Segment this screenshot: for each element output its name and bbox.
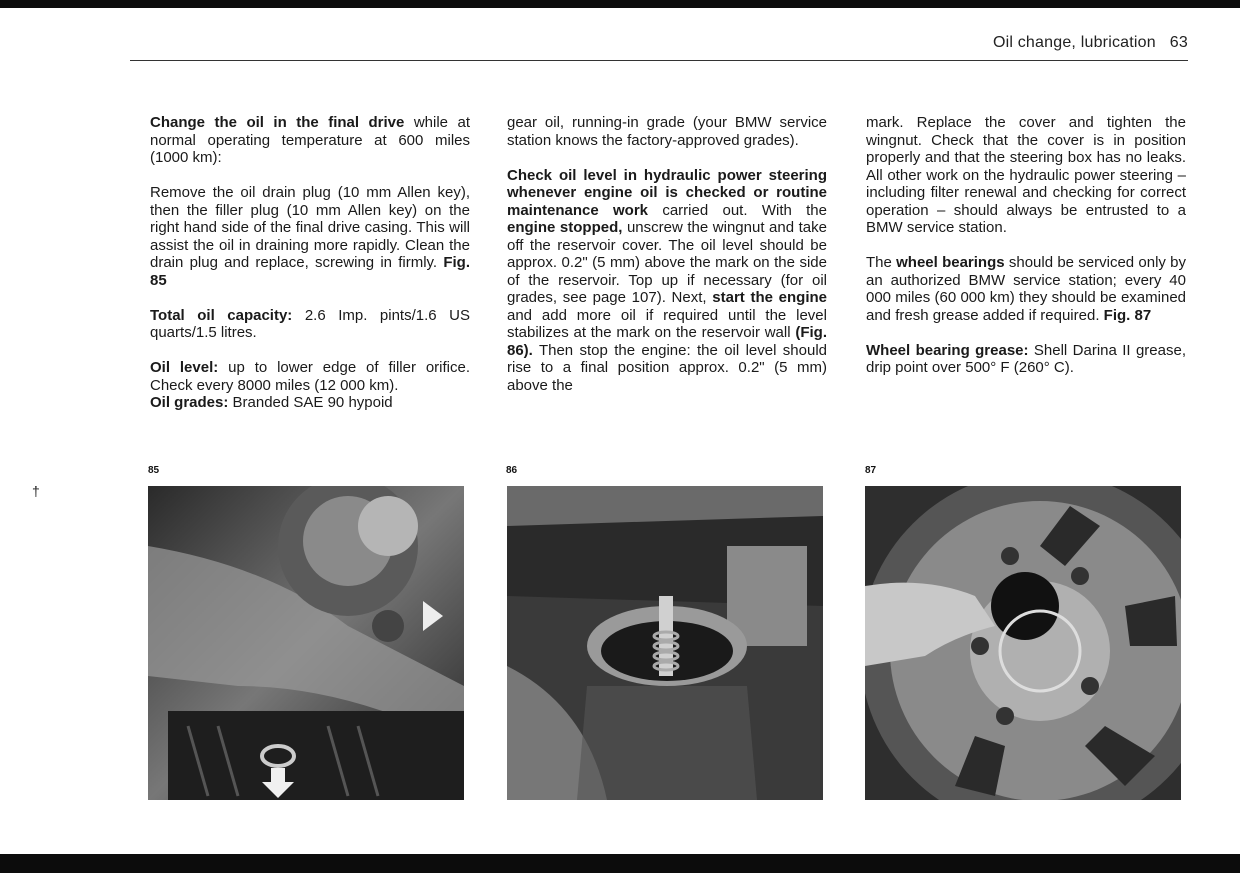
bold-text: Oil grades: [150, 394, 229, 411]
figure-reference: Fig. 85 [150, 254, 470, 289]
body-text: Remove the oil drain plug (10 mm Allen key), then the filler plug (10 mm Allen key) on the right hand side of the final drive casing. This will assist the oil in draining more rapidly. Clean the drain plug and replace, screwing in firmly. [150, 184, 470, 271]
bold-text: Total oil capacity: [150, 306, 293, 324]
body-text: Shell Darina II grease, drip point over 500° F (260° C). [866, 341, 1186, 376]
figure-reference: Fig. 87 [1103, 306, 1152, 324]
figure-label-85: 85 [148, 465, 160, 476]
page-number: 63 [1169, 34, 1188, 51]
bold-text: Change the oil in the final drive [150, 114, 405, 131]
photo-power-steering-reservoir [507, 486, 823, 800]
bold-text: engine stopped, [507, 219, 623, 236]
paragraph-oil-level [150, 359, 470, 412]
margin-mark: † [32, 483, 40, 499]
figure-label-87: 87 [865, 465, 877, 476]
photo-wheel-bearing [865, 486, 1181, 800]
manual-page [0, 8, 1240, 854]
bold-text: Oil level: [150, 359, 219, 376]
paragraph-grease [866, 342, 1186, 377]
text-column-2 [507, 114, 827, 412]
paragraph-oil-capacity [150, 307, 470, 342]
body-text: The [866, 254, 897, 271]
bold-text: Wheel bearing grease: [866, 341, 1029, 359]
body-text: 2.6 Imp. pints/1.6 US quarts/1.5 litres. [150, 306, 470, 341]
paragraph-cover [866, 114, 1186, 237]
paragraph-wheel-bearings [866, 254, 1186, 324]
body-text: should be serviced only by an authorized BMW service station; every 40 000 miles (60 000 km) they should be examined and fresh grease added if required. [866, 254, 1187, 324]
body-text: unscrew the wingnut and take off the reservoir cover. The oil level should be approx. 0.2" (5 mm) above the mark on the side of the reservoir. Top up if necessary (for oil grades, see page 107). Next, [507, 219, 827, 306]
bold-text: wheel bearings [896, 254, 1005, 271]
paragraph-drain-plug [150, 184, 470, 289]
body-text: Then stop the engine: the oil level should rise to a final position approx. 0.2" (5 mm) above the [507, 341, 827, 394]
paragraph-power-steering [507, 167, 827, 395]
section-title: Oil change, lubrication [992, 34, 1156, 51]
photo-final-drive [148, 486, 464, 800]
bold-text: Check oil level in hydraulic power steering whenever engine oil is checked or routine maintenance work [507, 166, 827, 219]
paragraph-gear-oil [507, 114, 827, 149]
figure-reference: (Fig. 86). [507, 324, 827, 359]
text-column-1 [150, 114, 470, 429]
body-text: Branded SAE 90 hypoid [228, 394, 393, 411]
body-text: carried out. With the [648, 201, 827, 219]
body-text: up to lower edge of filler orifice. Check every 8000 miles (12 000 km). [150, 359, 470, 394]
text-column-3 [866, 114, 1186, 394]
page-header [130, 32, 1188, 61]
body-text: and add more oil if required until the level stabilizes at the mark on the reservoir wall [507, 306, 827, 341]
body-text: gear oil, running-in grade (your BMW service station knows the factory-approved grades). [507, 114, 827, 149]
paragraph-final-drive [150, 114, 470, 167]
bold-text: start the engine [712, 289, 828, 306]
body-text: mark. Replace the cover and tighten the wingnut. Check that the cover is in position properly and that the steering box has no leaks. All other work on the hydraulic power steering – including filter renewal and checking for correct operation – should always be entrusted to a BMW service station. [866, 114, 1186, 236]
body-text: while at normal operating temperature at 600 miles (1000 km): [150, 114, 470, 166]
header-title [993, 34, 1188, 52]
figure-label-86: 86 [506, 465, 518, 476]
